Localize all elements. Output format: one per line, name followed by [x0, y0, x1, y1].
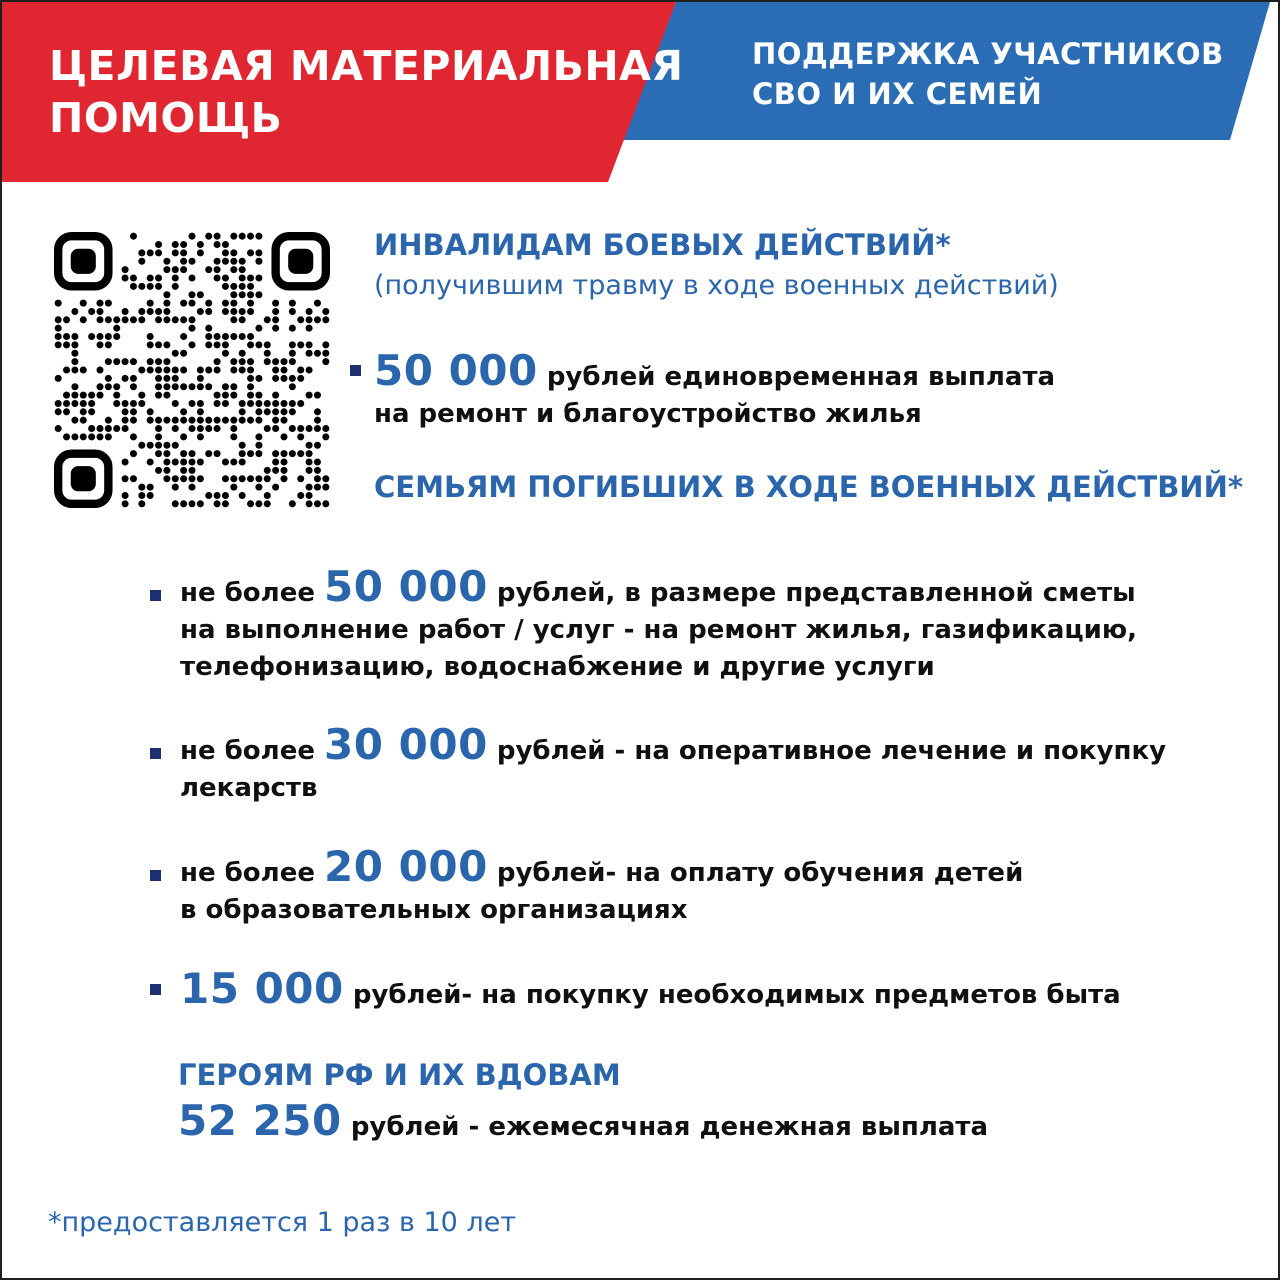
- payment-amount: 30 000: [324, 720, 488, 769]
- bullet-icon: [150, 984, 161, 995]
- heroes-payment-item: [178, 1096, 989, 1146]
- payment-prefix: не более: [180, 858, 315, 888]
- header-banner: [2, 2, 1280, 192]
- payment-text-continued: на ремонт и благоустройство жилья: [374, 399, 922, 429]
- payment-text: рублей, в размере представленной сметы: [496, 578, 1136, 608]
- payment-text: рублей- на оплату обучения детей: [496, 858, 1024, 888]
- footnote: *предоставляется 1 раз в 10 лет: [48, 1207, 517, 1238]
- payment-text: рублей - ежемесячная денежная выплата: [350, 1112, 989, 1142]
- payment-amount: 50 000: [324, 562, 488, 611]
- bullet-icon: [150, 590, 161, 601]
- program-title-line-2: СВО И ИХ СЕМЕЙ: [752, 77, 1043, 111]
- payment-text-continued: лекарств: [180, 773, 318, 803]
- payment-text-continued: в образовательных организациях: [180, 895, 688, 925]
- disabled-heading: ИНВАЛИДАМ БОЕВЫХ ДЕЙСТВИЙ*: [374, 228, 951, 262]
- heroes-heading: ГЕРОЯМ РФ И ИХ ВДОВАМ: [178, 1058, 621, 1092]
- program-title-line-1: ПОДДЕРЖКА УЧАСТНИКОВ: [752, 37, 1224, 71]
- payment-amount: 15 000: [180, 964, 344, 1013]
- families-heading: СЕМЬЯМ ПОГИБШИХ В ХОДЕ ВОЕННЫХ ДЕЙСТВИЙ*: [374, 470, 1244, 504]
- payment-text: рублей единовременная выплата: [546, 362, 1056, 392]
- payment-text-continued: телефонизацию, водоснабжение и другие услуги: [180, 652, 935, 682]
- main-title-line-1: ЦЕЛЕВАЯ МАТЕРИАЛЬНАЯ: [49, 42, 684, 90]
- payment-amount: 20 000: [324, 842, 488, 891]
- payment-text-continued: на выполнение работ / услуг - на ремонт жилья, газификацию,: [180, 615, 1138, 645]
- bullet-icon: [150, 748, 161, 759]
- main-title-line-2: ПОМОЩЬ: [49, 94, 283, 142]
- bullet-icon: [350, 365, 361, 376]
- main-title: [49, 40, 683, 144]
- payment-text: рублей- на покупку необходимых предметов быта: [352, 980, 1121, 1010]
- payment-prefix: не более: [180, 578, 315, 608]
- qr-code-icon: [54, 232, 330, 508]
- payment-amount: 50 000: [374, 346, 538, 395]
- bullet-icon: [150, 870, 161, 881]
- program-title: [752, 34, 1224, 114]
- payment-text: рублей - на оперативное лечение и покупку: [496, 736, 1167, 766]
- payment-amount: 52 250: [178, 1096, 342, 1145]
- disabled-subheading: (получившим травму в ходе военных действий): [374, 270, 1059, 301]
- payment-prefix: не более: [180, 736, 315, 766]
